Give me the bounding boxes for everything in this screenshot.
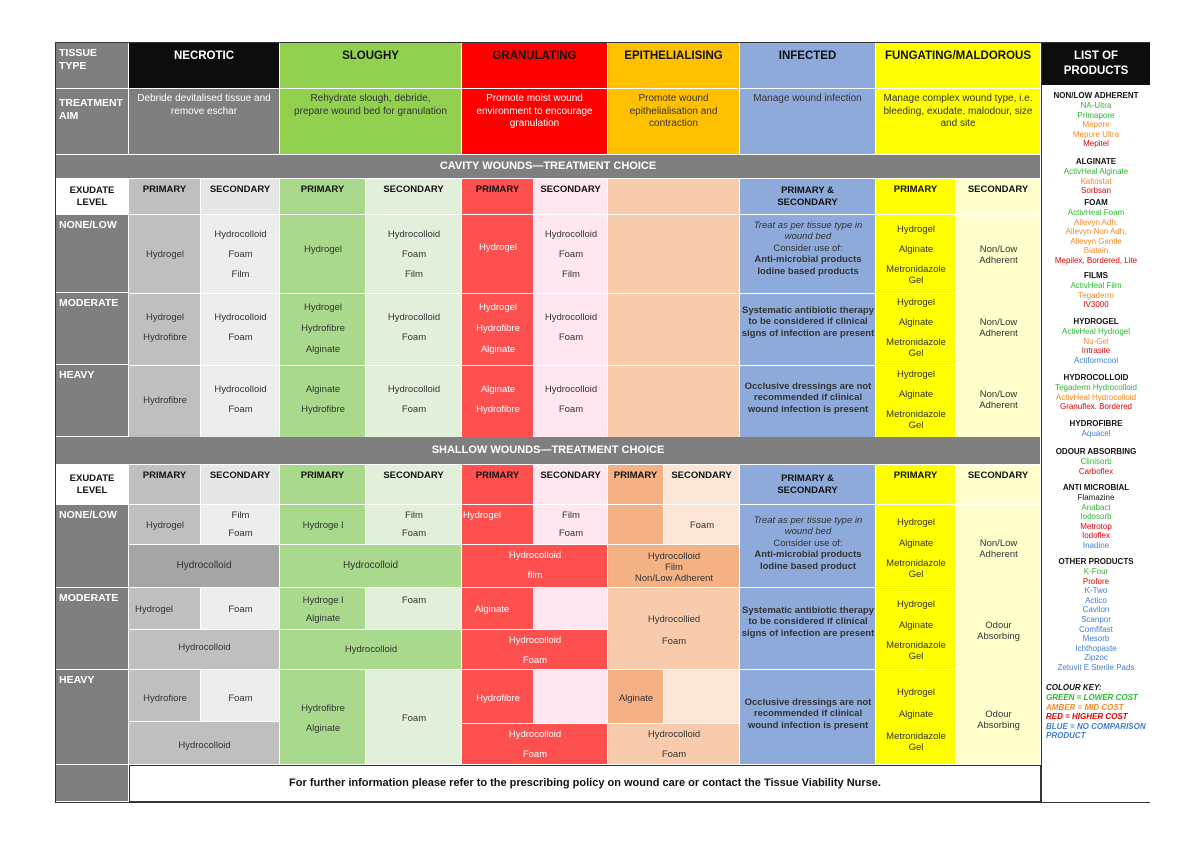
sidebar-group-hydrocolloid-title: HYDROCOLLOID (1063, 373, 1129, 382)
sidebar-product-item: K-Two (1084, 586, 1108, 596)
sh-nl-fun-p3: Metronidazole Gel (886, 558, 946, 581)
sidebar-product-item: Profore (1082, 576, 1110, 586)
sidebar-product-item: RED = HIGHER COST (1046, 712, 1128, 722)
sidebar-group-anti-title: ANTI MICROBIAL (1062, 483, 1130, 492)
sh-slo-secondary-label: SECONDARY (366, 465, 462, 505)
sh-mod-gra-c2: Foam (522, 655, 548, 666)
shallow-heavy-label: HEAVY (56, 670, 129, 765)
cav-hv-slo-s2: Foam (401, 404, 427, 415)
necrotic-primary-label: PRIMARY (129, 179, 201, 215)
sh-nl-slo-p: Hydroge l (302, 520, 344, 531)
sidebar-product-item: Aquacel (1081, 429, 1111, 438)
sh-nl-fun-sec: Non/Low Adherent (979, 538, 1018, 561)
sh-hv-slo-p1: Hydrofibre (301, 703, 345, 714)
sh-hv-fun-sec: Odour Absorbing (977, 709, 1020, 732)
sidebar-product-item: Inadine (1082, 541, 1110, 550)
sidebar-group-foam-title: FOAM (1084, 198, 1108, 207)
shallow-moderate-label: MODERATE (56, 588, 129, 670)
product-list-sidebar (1041, 43, 1150, 802)
cavity-wounds-title: CAVITY WOUNDS—TREATMENT CHOICE (56, 155, 1041, 179)
cav-nl-fun-p3: Metronidazole Gel (886, 264, 946, 287)
cav-mod-fun-p1: Hydrogel (896, 297, 936, 308)
aim-necrotic: Debride devitalised tissue and remove eschar (129, 89, 280, 155)
sh-nl-gra-c2: film (527, 570, 543, 581)
sh-mod-fun-p3: Metronidazole Gel (886, 640, 946, 663)
sidebar-product-item: Biatain (1083, 246, 1109, 256)
sidebar-product-item: Nu-Gel (1083, 336, 1109, 346)
cav-hv-fun-p1: Hydrogel (896, 369, 936, 380)
cav-hv-fun-p2: Alginate (898, 389, 934, 400)
sidebar-product-item: Zetuvit E Sterile Pads (1057, 663, 1135, 672)
sidebar-product-item: Mepore (1082, 120, 1110, 130)
sidebar-product-item: ActivHeal Film (1070, 281, 1122, 290)
sidebar-product-item: Sorbsan (1081, 186, 1111, 196)
sidebar-product-item: ActivHeal Alginate (1063, 167, 1129, 176)
cav-mod-slo-s1: Hydrocolloid (387, 312, 441, 323)
cav-hv-gra-s1: Hydrocolloid (544, 384, 598, 395)
sh-hv-gra-p: Hydrofibre (476, 693, 520, 704)
sidebar-product-item: Mesorb (1082, 634, 1110, 644)
treatment-aim-label: TREATMENT AIM (56, 89, 129, 155)
sidebar-group-hydrofibre-title: HYDROFIBRE (1069, 419, 1123, 428)
sidebar-product-item: NA-Ultra (1080, 101, 1112, 110)
necrotic-secondary-label: SECONDARY (201, 179, 280, 215)
cav-nl-nec-sec-3: Film (231, 269, 250, 280)
cav-mod-slo-p3: Alginate (305, 344, 341, 355)
sh-nec-secondary-label: SECONDARY (201, 465, 280, 505)
sidebar-group-alginate-title: ALGINATE (1075, 157, 1117, 166)
sh-nl-nec-p: Hydrogel (145, 520, 185, 531)
sh-mod-nec-c: Hydrocolloid (178, 642, 231, 653)
shallow-exudate-level-label: EXUDATE LEVEL (56, 465, 129, 505)
list-of-products-title: LIST OF PRODUCTS (1042, 43, 1150, 85)
cav-nl-gra-sec-3: Film (562, 269, 580, 280)
cav-mod-slo-p1: Hydrogel (303, 302, 343, 313)
sidebar-product-item: Tegaderm (1078, 290, 1114, 300)
tissue-type-label: TISSUE TYPE (56, 43, 129, 89)
cav-nl-nec-sec-1: Hydrocolloid (214, 229, 267, 240)
cav-hv-gra-s2: Foam (558, 404, 584, 415)
sh-nl-epi-c1: Hydrocolloid (647, 551, 701, 562)
sh-nl-slo-combined: Hydrocolloid (280, 545, 462, 588)
sh-nl-nec-s1: Film (231, 510, 250, 521)
necrotic-header: NECROTIC (129, 43, 280, 89)
cav-mod-nec-p2: Hydrofibre (143, 332, 187, 343)
cav-mod-infected-text: Systematic antibiotic therapy to be considered if clinical signs of infection are present (741, 305, 875, 339)
sh-nl-gra-s1: Film (562, 510, 580, 521)
sh-nl-gra-c1: Hydrocolloid (508, 550, 562, 561)
sh-nl-infected-text: Treat as per tissue type in wound bed Consider use of: Anti-microbial products Iodine based product (753, 515, 863, 572)
cav-hv-slo-s1: Hydrocolloid (387, 384, 441, 395)
wound-care-chart (55, 42, 1150, 803)
sidebar-group-non-low-title: NON/LOW ADHERENT (1053, 91, 1139, 100)
cav-nl-fun-sec: Non/Low Adherent (979, 244, 1018, 267)
sloughy-primary-label: PRIMARY (280, 179, 366, 215)
cavity-heavy-label: HEAVY (56, 365, 129, 437)
cav-nl-infected-text: Treat as per tissue type in wound bed Consider use of: Anti-microbial products Iodine based products (753, 220, 863, 277)
sh-epi-primary-label: PRIMARY (608, 465, 664, 505)
cav-mod-gra-s2: Foam (558, 332, 584, 343)
sidebar-product-item: ActivHeal Hydrocolloid (1055, 392, 1137, 402)
cav-mod-slo-p2: Hydrofibre (301, 323, 345, 334)
cav-nl-nec-sec-2: Foam (228, 249, 253, 260)
sloughy-header: SLOUGHY (280, 43, 462, 89)
sidebar-group-films-title: FILMS (1084, 271, 1108, 280)
sh-nl-epi-c2: Film (665, 562, 683, 573)
sidebar-product-item: Mepilex, Bordered, Lite (1054, 256, 1138, 265)
sidebar-product-item: Anabact (1081, 502, 1111, 512)
cav-mod-gra-p2: Hydrofibre (476, 323, 520, 334)
cav-hv-nec-s1: Hydrocolloid (214, 384, 267, 395)
sidebar-product-item: Actiformcool (1073, 355, 1118, 365)
aim-infected: Manage wound infection (740, 89, 876, 155)
sh-nl-gra-p: Hydrogel (462, 510, 502, 521)
aim-granulating: Promote moist wound environment to encourage granulation (462, 89, 608, 155)
sidebar-product-item: K-Four (1083, 567, 1109, 576)
cav-nl-gra-sec-1: Hydrocolloid (544, 229, 598, 240)
cav-hv-fun-sec: Non/Low Adherent (979, 389, 1018, 412)
sh-mod-fun-p2: Alginate (898, 620, 934, 631)
granulating-secondary-label: SECONDARY (534, 179, 608, 215)
cav-hv-nec-p: Hydrofibre (143, 395, 187, 406)
sh-hv-infected-text: Occlusive dressings are not recommended if clinical wound infection is present (744, 697, 872, 731)
sidebar-product-item: IV3000 (1083, 300, 1109, 310)
cav-hv-slo-p1: Alginate (305, 384, 341, 395)
sh-nl-epi-s: Foam (689, 520, 715, 531)
cav-nl-gra-primary: Hydrogel (478, 242, 518, 253)
fungating-primary-label: PRIMARY (876, 179, 956, 215)
cav-mod-fun-sec: Non/Low Adherent (979, 317, 1018, 340)
sh-nl-gra-s2: Foam (558, 528, 584, 539)
sidebar-product-item: Allevyn Adh, (1073, 217, 1119, 227)
sh-hv-nec-c: Hydrocolloid (178, 740, 231, 751)
fungating-secondary-label: SECONDARY (956, 179, 1041, 215)
sidebar-product-item: Granuflex. Bordered (1059, 402, 1133, 412)
sh-mod-gra-c1: Hydrocolloid (508, 635, 562, 646)
aim-epithelialising: Promote wound epithelialisation and contraction (608, 89, 740, 155)
sh-hv-epi-c1: Hydrocolloid (647, 729, 701, 740)
sidebar-product-item: PRODUCT (1046, 731, 1086, 741)
sh-nl-epi-c3: Non/Low Adherent (634, 573, 714, 584)
sidebar-product-item: Allevyn Non Adh, (1065, 227, 1127, 237)
sh-hv-nec-s: Foam (228, 693, 253, 704)
sh-slo-primary-label: PRIMARY (280, 465, 366, 505)
sidebar-product-item: Scanpor (1081, 615, 1111, 624)
sh-hv-epi-c2: Foam (661, 749, 687, 760)
sidebar-product-item: Kaltostat (1080, 176, 1112, 186)
sidebar-product-item: Zipzoc (1084, 653, 1108, 663)
sidebar-product-item: ActivHeal Hydrogel (1061, 327, 1131, 336)
granulating-primary-label: PRIMARY (462, 179, 534, 215)
cavity-none-low-label: NONE/LOW (56, 215, 129, 293)
aim-sloughy: Rehydrate slough, debride, prepare wound bed for granulation (280, 89, 462, 155)
cav-nl-slo-sec-3: Film (405, 269, 423, 280)
cav-mod-nec-p1: Hydrogel (145, 312, 185, 323)
sh-nl-nec-combined: Hydrocolloid (129, 545, 280, 588)
sh-mod-slo-c: Hydrocolloid (344, 644, 398, 655)
sidebar-product-item: Intrasite (1081, 346, 1111, 356)
sidebar-product-item: GREEN = LOWER COST (1046, 693, 1138, 702)
cav-mod-gra-p3: Alginate (480, 344, 516, 355)
sh-hv-gra-c2: Foam (522, 749, 548, 760)
sh-mod-infected-text: Systematic antibiotic therapy to be considered if clinical signs of infection are present (741, 605, 875, 639)
sh-hv-fun-p2: Alginate (898, 709, 934, 720)
cav-hv-infected-text: Occlusive dressings are not recommended if clinical wound infection is present (744, 381, 872, 415)
sidebar-group-other-title: OTHER PRODUCTS (1058, 557, 1134, 566)
cav-mod-fun-p2: Alginate (898, 317, 934, 328)
granulating-header: GRANULATING (462, 43, 608, 89)
sidebar-product-item: Iodoflex (1081, 531, 1111, 541)
sh-mod-nec-p: Hydrogel (134, 604, 174, 615)
sidebar-product-item: Cavilon (1082, 605, 1110, 615)
sh-mod-gra-p: Alginate (474, 604, 510, 615)
shallow-wounds-title: SHALLOW WOUNDS—TREATMENT CHOICE (56, 437, 1041, 465)
epithelialising-blank (608, 179, 740, 215)
sidebar-product-item: Allevyn Gentle (1070, 236, 1122, 246)
cav-hv-gra-p1: Alginate (480, 384, 516, 395)
sh-hv-slo-s: Foam (401, 713, 427, 724)
sh-mod-epi-1: Hydrocollied (647, 614, 701, 625)
sh-hv-fun-p1: Hydrogel (896, 687, 936, 698)
sh-nl-nec-s2: Foam (228, 528, 253, 539)
sidebar-product-item: Clinisorb (1080, 457, 1112, 466)
sh-mod-epi-2: Foam (661, 636, 687, 647)
cav-nl-gra-sec-2: Foam (558, 249, 584, 260)
sh-epi-secondary-label: SECONDARY (664, 465, 740, 505)
sh-nl-slo-s1: Film (405, 510, 423, 521)
sidebar-group-hydrogel-title: HYDROGEL (1073, 317, 1119, 326)
sh-mod-slo-s: Foam (401, 595, 427, 606)
footer-note: For further information please refer to the prescribing policy on wound care or contact the Tissue Viability Nurse. (129, 765, 1041, 802)
cav-mod-nec-s2: Foam (228, 332, 253, 343)
cav-mod-slo-s2: Foam (401, 332, 427, 343)
sh-mod-nec-s: Foam (228, 604, 253, 615)
cav-nl-slo-sec-2: Foam (401, 249, 427, 260)
sh-hv-epi-p: Alginate (618, 693, 654, 704)
sidebar-product-item: Metrotop (1080, 521, 1112, 531)
sh-gra-primary-label: PRIMARY (462, 465, 534, 505)
sidebar-group-odour-title: ODOUR ABSORBING (1055, 447, 1137, 456)
aim-fungating: Manage complex wound type, i.e. bleeding, exudate, malodour, size and site (876, 89, 1041, 155)
sh-nl-fun-p1: Hydrogel (896, 517, 936, 528)
sh-nec-primary-label: PRIMARY (129, 465, 201, 505)
sidebar-product-item: Comfifast (1079, 624, 1113, 634)
sh-hv-fun-p3: Metronidazole Gel (886, 731, 946, 754)
cav-nl-nec-primary: Hydrogel (145, 249, 185, 260)
cav-mod-gra-p1: Hydrogel (478, 302, 518, 313)
sidebar-product-item: Iodosorb (1080, 512, 1112, 522)
sidebar-product-item: Tegaderm Hydrocolloid (1055, 383, 1137, 392)
cav-hv-nec-s2: Foam (228, 404, 253, 415)
cav-mod-nec-s1: Hydrocolloid (214, 312, 267, 323)
exudate-level-label: EXUDATE LEVEL (56, 179, 129, 215)
infected-primary-secondary-label: PRIMARY & SECONDARY (740, 179, 876, 215)
sh-hv-nec-p: Hydrofiore (143, 693, 187, 704)
sh-inf-primary-secondary-label: PRIMARY & SECONDARY (740, 465, 876, 505)
fungating-header: FUNGATING/MALDOROUS (876, 43, 1041, 89)
sidebar-product-item: Mepitel (1083, 139, 1109, 149)
sloughy-secondary-label: SECONDARY (366, 179, 462, 215)
sh-fun-primary-label: PRIMARY (876, 465, 956, 505)
sh-mod-fun-sec: Odour Absorbing (977, 620, 1020, 643)
shallow-none-low-label: NONE/LOW (56, 505, 129, 588)
sh-nl-fun-p2: Alginate (898, 538, 934, 549)
cav-hv-slo-p2: Hydrofibre (301, 404, 345, 415)
cav-mod-gra-s1: Hydrocolloid (544, 312, 598, 323)
sh-mod-fun-p1: Hydrogel (896, 599, 936, 610)
cavity-moderate-label: MODERATE (56, 293, 129, 365)
infected-header: INFECTED (740, 43, 876, 89)
sidebar-product-item: Ichthopaste (1075, 643, 1117, 653)
sidebar-product-item: Primapore (1077, 110, 1115, 120)
cav-hv-fun-p3: Metronidazole Gel (886, 409, 946, 432)
cav-nl-fun-p1: Hydrogel (896, 224, 936, 235)
sidebar-product-item: Flamazine (1077, 493, 1115, 502)
footer-left-block (56, 765, 129, 802)
sh-mod-slo-p1: Hydroge l (302, 595, 344, 606)
sidebar-product-item: AMBER = MID COST (1046, 702, 1124, 712)
cav-nl-slo-primary: Hydrogel (303, 244, 343, 255)
sh-mod-slo-p2: Alginate (305, 613, 341, 624)
cav-hv-gra-p2: Hydrofibre (476, 404, 520, 415)
epithelialising-header: EPITHELIALISING (608, 43, 740, 89)
sidebar-product-item: Carboflex (1078, 466, 1114, 476)
cav-nl-slo-sec-1: Hydrocolloid (387, 229, 441, 240)
sidebar-product-item: Actico (1085, 595, 1107, 605)
sh-nl-slo-s2: Foam (401, 528, 427, 539)
sidebar-product-item: BLUE = NO COMPARISON (1046, 721, 1146, 731)
sh-hv-gra-c1: Hydrocolloid (508, 729, 562, 740)
sidebar-group-key-title: COLOUR KEY: (1046, 683, 1102, 692)
sh-gra-secondary-label: SECONDARY (534, 465, 608, 505)
sidebar-product-item: Mepore Ultra (1072, 129, 1120, 139)
cav-nl-fun-p2: Alginate (898, 244, 934, 255)
sidebar-product-item: ActivHeal Foam (1067, 208, 1125, 217)
sh-fun-secondary-label: SECONDARY (956, 465, 1041, 505)
cav-mod-fun-p3: Metronidazole Gel (886, 337, 946, 360)
sh-hv-slo-p2: Alginate (305, 723, 341, 734)
